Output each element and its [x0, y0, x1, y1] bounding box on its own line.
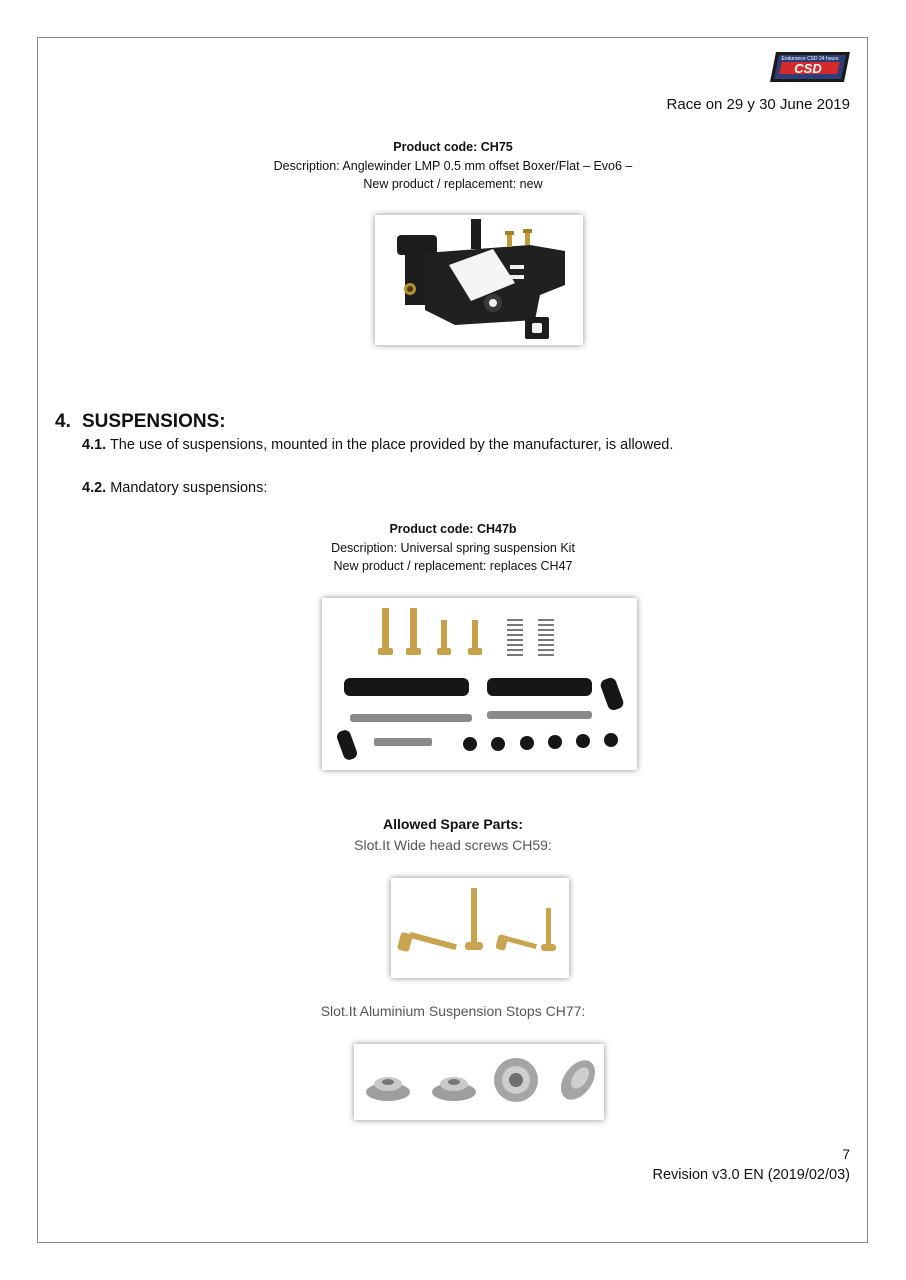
paragraph-text: Mandatory suspensions:	[106, 480, 268, 496]
section-heading	[55, 411, 226, 433]
csd-logo	[770, 50, 850, 84]
suspension-kit-image	[322, 598, 637, 770]
page-number: 7	[842, 1146, 850, 1162]
logo-text: CSD	[794, 61, 822, 76]
suspension-stops-image	[354, 1044, 604, 1120]
chassis-ch75-image	[375, 215, 583, 345]
paragraph-4-2	[82, 480, 267, 496]
paragraph-number: 4.2.	[82, 480, 107, 496]
product-description: Description: Universal spring suspension Kit	[331, 540, 575, 555]
product-status: New product / replacement: new	[363, 177, 543, 191]
product-description: Description: Anglewinder LMP 0.5 mm offset Boxer/Flat – Evo6 –	[273, 158, 633, 173]
spare-item-ch59: Slot.It Wide head screws CH59:	[354, 837, 552, 853]
paragraph-text: The use of suspensions, mounted in the place provided by the manufacturer, is allowed.	[106, 437, 674, 453]
section-number: 4.	[55, 411, 71, 432]
product-code: Product code: CH75	[393, 140, 513, 154]
wide-head-screws-image	[391, 878, 569, 978]
product-ch75-block	[0, 138, 906, 194]
product-ch47b-block	[0, 520, 906, 576]
section-title: SUSPENSIONS:	[82, 411, 226, 432]
paragraph-number: 4.1.	[82, 437, 107, 453]
paragraph-4-1	[82, 437, 673, 453]
logo-subtext: Endurance CSD 24 hours	[781, 56, 839, 62]
race-date: Race on 29 y 30 June 2019	[666, 96, 850, 113]
spare-parts-title: Allowed Spare Parts:	[382, 816, 524, 832]
product-code: Product code: CH47b	[389, 522, 517, 536]
revision-label: Revision v3.0 EN (2019/02/03)	[652, 1167, 850, 1183]
spare-item-ch77: Slot.It Aluminium Suspension Stops CH77:	[320, 1003, 586, 1019]
product-status: New product / replacement: replaces CH47	[333, 559, 573, 573]
